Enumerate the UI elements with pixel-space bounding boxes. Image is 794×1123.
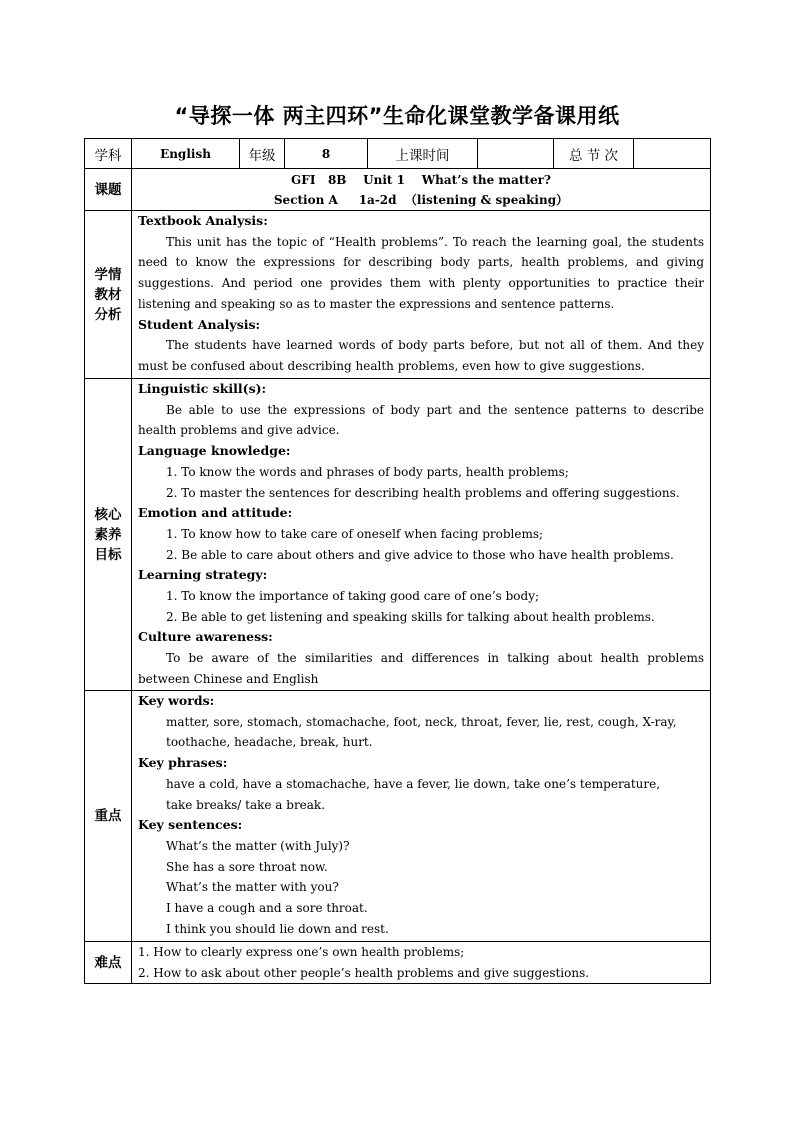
textbook-analysis-text: This unit has the topic of “Health problems”. To reach the learning goal, the students need to know the expressions for describing body parts, health problems, and giving suggestions. And period one provides them with plenty opportunities to practice their listening and speaking so as to master the expressions and sentence patterns. (138, 234, 704, 311)
analysis-row (85, 211, 711, 379)
list-item: have a cold, have a stomachache, have a fever, lie down, take one’s temperature, (166, 776, 661, 791)
core-literacy-content (132, 379, 711, 691)
list-item: matter, sore, stomach, stomachache, foot, neck, throat, fever, lie, rest, cough, X-ray, (166, 714, 677, 729)
subject-label: 学科 (85, 139, 132, 169)
list-item: toothache, headache, break, hurt. (166, 735, 373, 750)
list-item: 2. To master the sentences for describing health problems and offering suggestions. (166, 485, 680, 500)
key-words-heading: Key words: (138, 693, 215, 708)
list-item: What’s the matter (with July)? (166, 838, 350, 853)
class-time-label: 上课时间 (368, 139, 478, 169)
analysis-content (132, 211, 711, 379)
list-item: I think you should lie down and rest. (166, 921, 389, 936)
topic-line-2: Section A 1a-2d （listening & speaking） (273, 192, 569, 207)
list-item: 1. How to clearly express one’s own health problems; (138, 945, 465, 959)
list-item: 2. How to ask about other people’s health problems and give suggestions. (138, 965, 590, 980)
list-item: 1. To know the importance of taking good care of one’s body; (166, 589, 540, 604)
difficult-points-row (85, 942, 711, 984)
page-title: “导探一体 两主四环”生命化课堂教学备课用纸 (174, 104, 620, 128)
key-sentences-heading: Key sentences: (138, 817, 243, 833)
student-analysis-heading: Student Analysis: (138, 316, 261, 332)
grade-label: 年级 (240, 139, 285, 169)
linguistic-heading: Linguistic skill(s): (138, 381, 267, 396)
emotion-heading: Emotion and attitude: (138, 505, 293, 521)
key-phrases-heading: Key phrases: (138, 755, 228, 771)
culture-heading: Culture awareness: (138, 629, 273, 645)
lesson-plan-table (84, 138, 711, 984)
textbook-analysis-heading: Textbook Analysis: (138, 213, 268, 228)
total-periods-value (634, 139, 711, 169)
list-item: I have a cough and a sore throat. (166, 901, 368, 916)
list-item: She has a sore throat now. (166, 859, 328, 874)
strategy-heading: Learning strategy: (138, 567, 268, 583)
analysis-label: 学情 教材 分析 (85, 211, 132, 379)
topic-label: 课题 (85, 169, 132, 211)
knowledge-heading: Language knowledge: (138, 443, 291, 459)
difficult-points-content (132, 942, 711, 984)
topic-row (85, 169, 711, 211)
list-item: What’s the matter with you? (166, 880, 339, 895)
culture-text: To be aware of the similarities and differences in talking about health problems between Chinese and English (138, 651, 704, 686)
list-item: 2. Be able to get listening and speaking skills for talking about health problems. (166, 609, 655, 624)
key-points-row (85, 691, 711, 942)
key-points-content (132, 691, 711, 942)
total-periods-label: 总 节 次 (554, 139, 634, 169)
difficult-points-label: 难点 (85, 942, 132, 984)
class-time-value (478, 139, 554, 169)
list-item: 1. To know how to take care of oneself when facing problems; (166, 526, 544, 541)
subject-value: English (132, 139, 240, 169)
list-item: 1. To know the words and phrases of body parts, health problems; (166, 464, 569, 479)
key-points-label: 重点 (85, 691, 132, 942)
student-analysis-text: The students have learned words of body parts before, but not all of them. And they must be confused about describing health problems, even how to give suggestions. (138, 338, 704, 373)
list-item: take breaks/ take a break. (166, 797, 326, 812)
grade-value: 8 (285, 139, 368, 169)
core-literacy-row (85, 379, 711, 691)
core-literacy-label: 核心 素养 目标 (85, 379, 132, 691)
header-row (85, 139, 711, 169)
topic-line-1: GFI 8B Unit 1 What’s the matter? (291, 172, 551, 187)
list-item: 2. Be able to care about others and give advice to those who have health problems. (166, 547, 674, 562)
linguistic-text: Be able to use the expressions of body part and the sentence patterns to describe health problems and give advice. (138, 402, 704, 438)
